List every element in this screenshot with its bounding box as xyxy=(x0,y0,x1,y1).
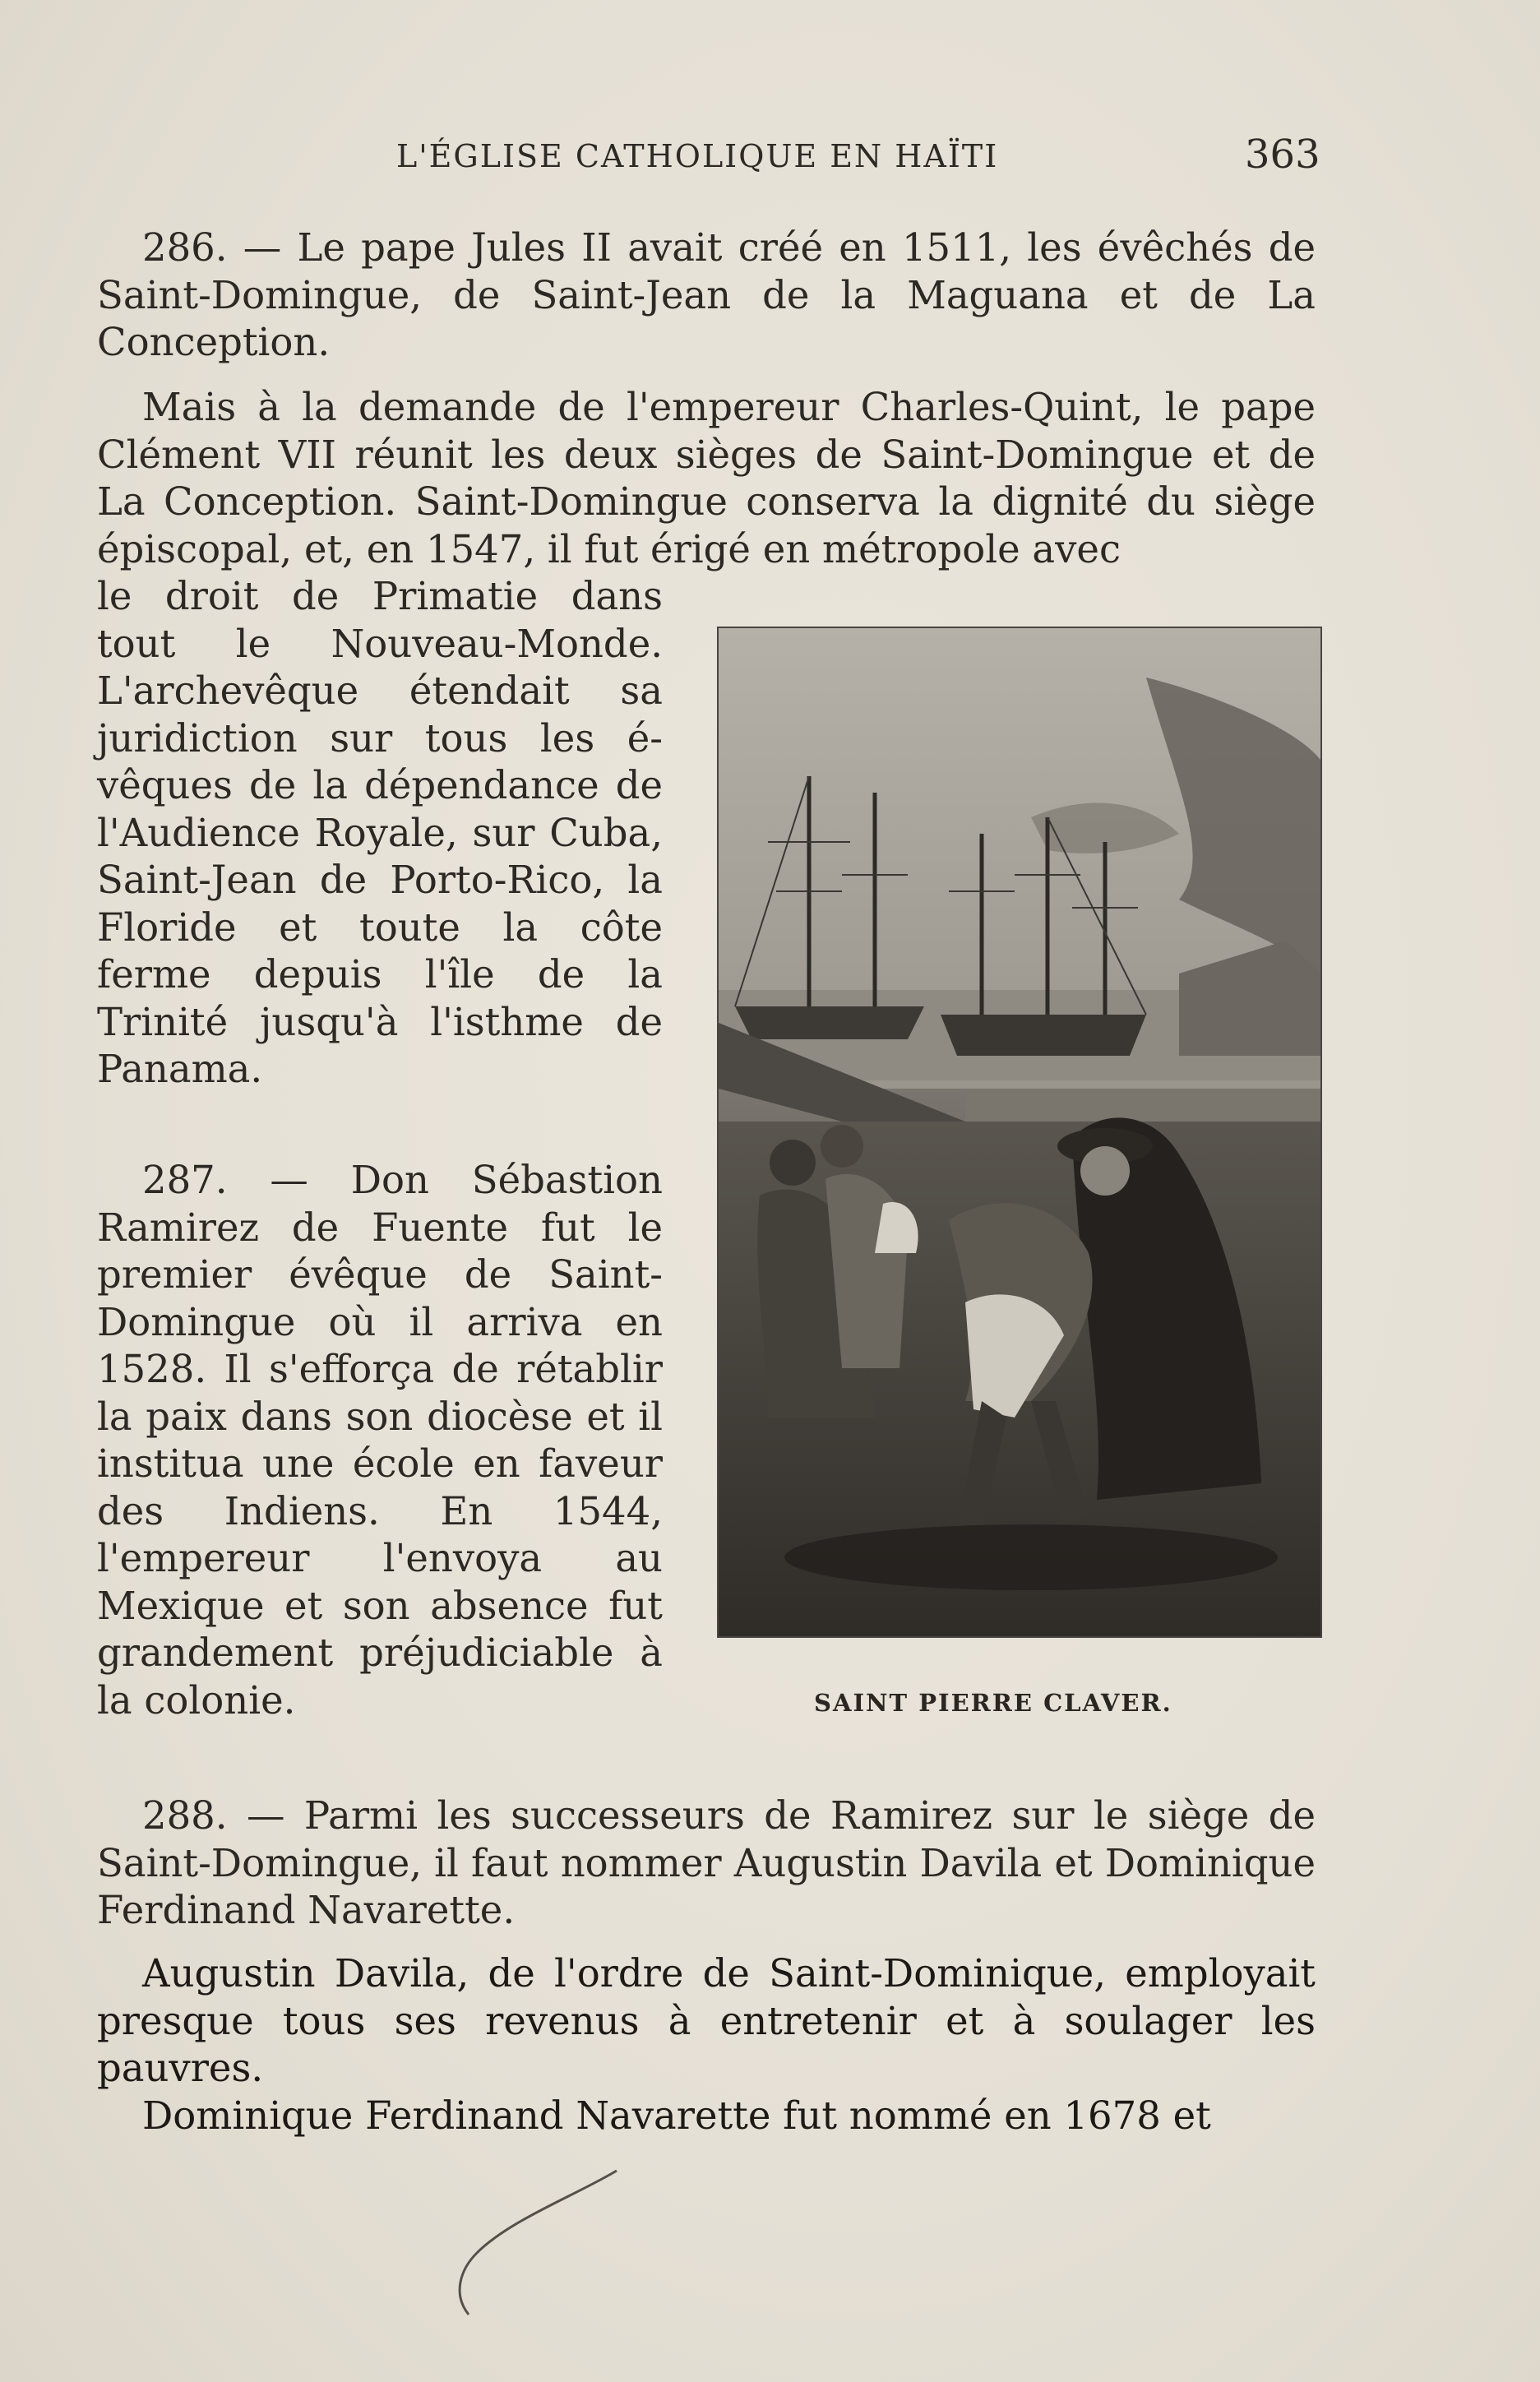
figure-caption: SAINT PIERRE CLAVER. xyxy=(814,1689,1172,1717)
paragraph-288-davila: Augustin Davila, de l'ordre de Saint-Dominique, employait presque tous ses revenus à entretenir et à soulager les pauvres. xyxy=(97,1951,1316,2090)
running-title: L'ÉGLISE CATHOLIQUE EN HAÏTI xyxy=(396,138,999,174)
paragraph-286-continued: Mais à la demande de l'empereur Charles-Quint, le pape Clément VII réunit les deux sièges de Saint-Domingue et de La Conception. Saint-Domingue conserva la dignité du siège épiscopal, et, en 1547, il fut érigé en métropole avec xyxy=(97,385,1316,571)
paragraph-286-narrow: le droit de Primatie dans tout le Nouveau-Monde. L'archevêque étendait sa juridiction sur tous les é-vêques de la dépendance de l'Audience Royale, sur Cuba, Saint-Jean de Porto-Rico, la Floride et toute la côte ferme depuis l'île de la Trinité jusqu'à l'isthme de Panama. xyxy=(97,574,663,1091)
pencil-mark xyxy=(428,2154,641,2319)
page-number: 363 xyxy=(1245,132,1320,178)
paragraph-286: 286. — Le pape Jules II avait créé en 1511, les évêchés de Saint-Domingue, de Saint-Jean de la Maguana et de La Conception. xyxy=(97,225,1316,364)
paragraph-287: 287. — Don Sébastion Ramirez de Fuente fut le premier évêque de Saint-Domingue où il arriva en 1528. Il s'efforça de rétablir la paix dans son diocèse et il institua une école en faveur des Indiens. En 1544, l'empereur l'envoya au Mexique et son absence fut grandement préjudiciable à la colonie. xyxy=(97,1158,663,1723)
engraving-illustration xyxy=(717,627,1322,1638)
paragraph-288: 288. — Parmi les successeurs de Ramirez sur le siège de Saint-Domingue, il faut nommer Augustin Davila et Dominique Ferdinand Navarette. xyxy=(97,1793,1316,1932)
paragraph-288-navarette: Dominique Ferdinand Navarette fut nommé en 1678 et xyxy=(142,2093,1211,2138)
harbor-scene-image xyxy=(719,628,1320,1636)
